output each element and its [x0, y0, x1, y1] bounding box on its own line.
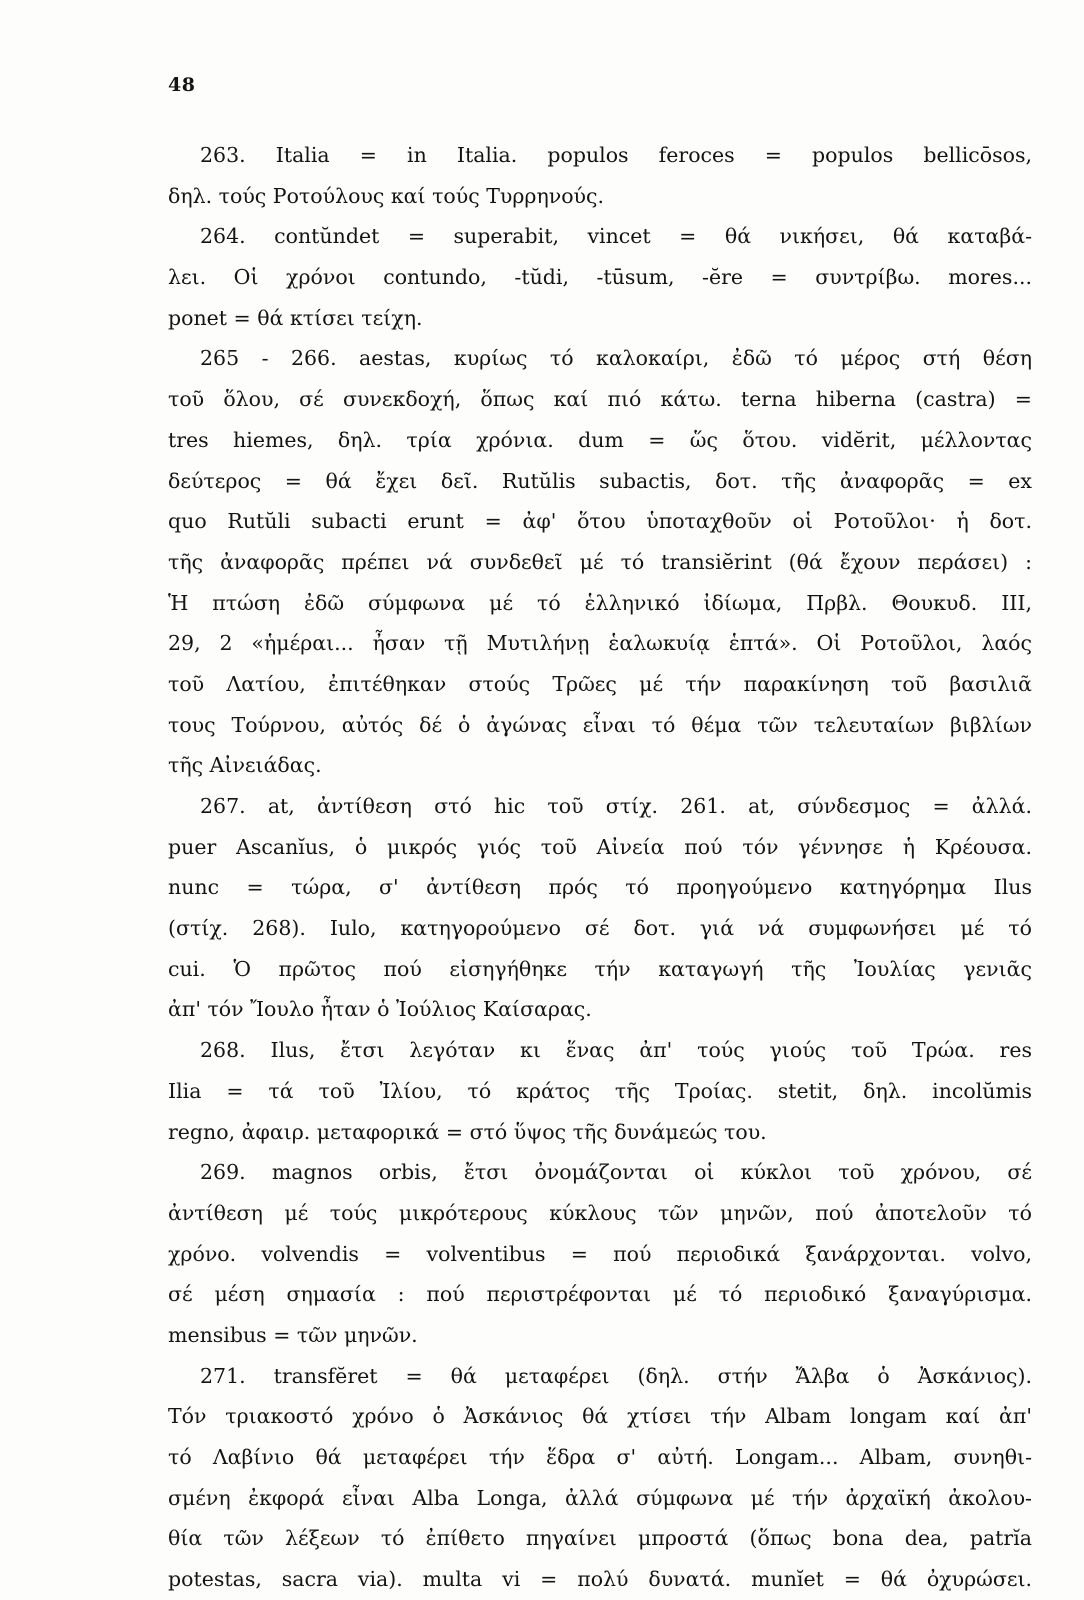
text-line: Τόν τριακοστό χρόνο ὁ Ἀσκάνιος θά χτίσει τήν Albam longam καί ἀπ' [168, 1404, 1032, 1429]
text-line: θία τῶν λέξεων τό ἐπίθετο πηγαίνει μπροστά (ὅπως bona dea, patrĭa [168, 1526, 1032, 1551]
text-line: potestas, sacra via). multa vi = πολύ δυνατά. munĭet = θά ὀχυρώσει. [168, 1567, 1032, 1592]
text-line-paragraph-268-start: 268. Ilus, ἔτσι λεγόταν κι ἕνας ἀπ' τούς γιούς τοῦ Τρώα. res [200, 1038, 1032, 1063]
text-line: Ἡ πτώση ἐδῶ σύμφωνα μέ τό ἑλληνικό ἰδίωμα, Πρβλ. Θουκυδ. III, [168, 590, 1032, 615]
text-line-paragraph-271-start: 271. transfĕret = θά μεταφέρει (δηλ. στήν Ἄλβα ὁ Ἀσκάνιος). [200, 1363, 1032, 1388]
text-line-paragraph-267-start: 267. at, ἀντίθεση στό hic τοῦ στίχ. 261. at, σύνδεσμος = ἀλλά. [200, 794, 1032, 818]
text-line-paragraph-265-start: 265 - 266. aestas, κυρίως τό καλοκαίρι, ἐδῶ τό μέρος στή θέση [200, 346, 1032, 371]
text-line: ἀντίθεση μέ τούς μικρότερους κύκλους τῶν μηνῶν, πού ἀποτελοῦν τό [168, 1200, 1032, 1225]
text-line-paragraph-263-start: 263. Italia = in Italia. populos feroces = populos bellicōsos, [200, 143, 1032, 167]
text-line: τοῦ ὅλου, σέ συνεκδοχή, ὅπως καί πιό κάτω. terna hiberna (castra) = [168, 387, 1032, 412]
text-line: (στίχ. 268). Iulo, κατηγορούμενο σέ δοτ. γιά νά συμφωνήσει μέ τό [168, 916, 1032, 941]
text-line: ponet = θά κτίσει τείχη. [168, 305, 423, 330]
text-line: 29, 2 «ἡμέραι... ἦσαν τῇ Μυτιλήνῃ ἑαλωκυίᾳ ἑπτά». Οἱ Ροτοῦλοι, λαός [168, 631, 1032, 656]
text-line-paragraph-269-start: 269. magnos orbis, ἔτσι ὀνομάζονται οἱ κύκλοι τοῦ χρόνου, σέ [200, 1160, 1032, 1185]
text-line: δεύτερος = θά ἔχει δεῖ. Rutŭlis subactis, δοτ. τῆς ἀναφορᾶς = ex [168, 468, 1032, 493]
text-line: puer Ascanĭus, ὁ μικρός γιός τοῦ Αἰνεία πού τόν γέννησε ἡ Κρέουσα. [168, 834, 1032, 859]
text-line: χρόνο. volvendis = volventibus = πού περιοδικά ξανάρχονται. volvo, [168, 1241, 1032, 1266]
text-line: τῆς ἀναφορᾶς πρέπει νά συνδεθεῖ μέ τό transiĕrint (θά ἔχουν περάσει) : [168, 549, 1032, 574]
text-line: λει. Οἱ χρόνοι contundo, -tŭdi, -tūsum, -ĕre = συντρίβω. mores... [168, 265, 1032, 290]
text-line: nunc = τώρα, σ' ἀντίθεση πρός τό προηγούμενο κατηγόρημα Ilus [168, 875, 1032, 900]
text-line: cui. Ὁ πρῶτος πού εἰσηγήθηκε τήν καταγωγή τῆς Ἰουλίας γενιᾶς [168, 956, 1032, 981]
text-line: σμένη ἐκφορά εἶναι Alba Longa, ἀλλά σύμφωνα μέ τήν ἀρχαϊκή ἀκολου- [168, 1485, 1032, 1510]
text-line: τῆς Αἰνειάδας. [168, 753, 322, 778]
text-line: regno, ἀφαιρ. μεταφορικά = στό ὕψος τῆς δυνάμεώς του. [168, 1119, 767, 1144]
text-line: quo Rutŭli subacti erunt = ἀφ' ὅτου ὑποταχθοῦν οἱ Ροτοῦλοι· ἡ δοτ. [168, 509, 1032, 534]
text-line: σέ μέση σημασία : πού περιστρέφονται μέ τό περιοδικό ξαναγύρισμα. [168, 1282, 1032, 1307]
text-line: Ilia = τά τοῦ Ἰλίου, τό κράτος τῆς Τροίας. stetit, δηλ. incolŭmis [168, 1078, 1032, 1103]
text-line: ἀπ' τόν Ἴουλο ἦταν ὁ Ἰούλιος Καίσαρας. [168, 997, 592, 1022]
text-line: τό Λαβίνιο θά μεταφέρει τήν ἕδρα σ' αὐτή. Longam... Albam, συνηθι- [168, 1445, 1032, 1469]
text-line-paragraph-264-start: 264. contŭndet = superabit, vincet = θά νικήσει, θά καταβά- [200, 224, 1032, 249]
text-line: mensibus = τῶν μηνῶν. [168, 1322, 418, 1347]
commentary-text [168, 135, 1032, 1600]
text-line: τους Τούρνου, αὐτός δέ ὁ ἀγώνας εἶναι τό θέμα τῶν τελευταίων βιβλίων [168, 712, 1032, 737]
text-line: δηλ. τούς Ροτούλους καί τούς Τυρρηνούς. [168, 183, 605, 208]
text-line: tres hiemes, δηλ. τρία χρόνια. dum = ὥς ὅτου. vidĕrit, μέλλοντας [168, 427, 1032, 452]
text-line: τοῦ Λατίου, ἐπιτέθηκαν στούς Τρῶες μέ τήν παρακίνηση τοῦ βασιλιᾶ [168, 671, 1032, 696]
page-number: 48 [168, 74, 196, 96]
